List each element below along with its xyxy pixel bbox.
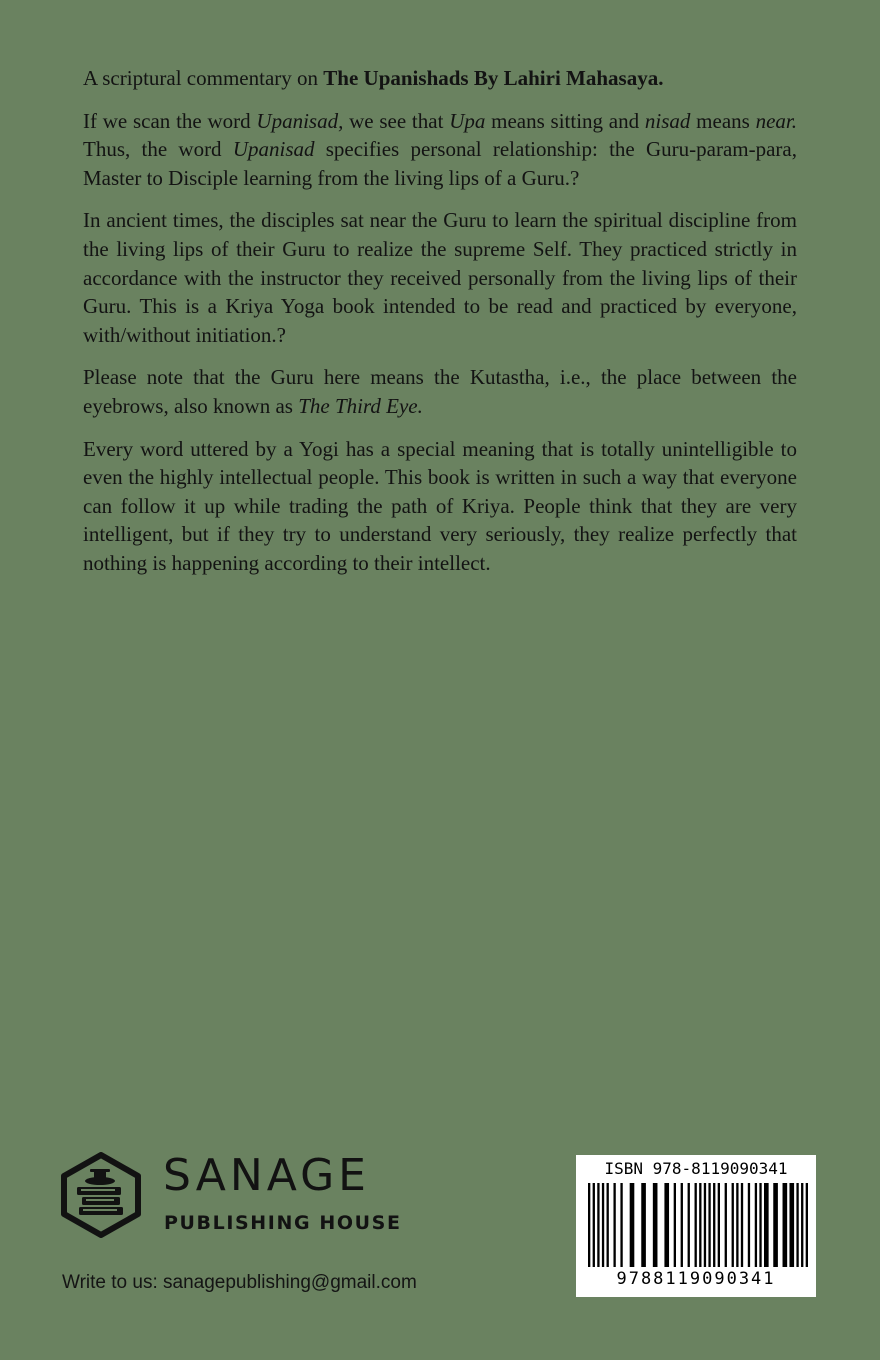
barcode-bar (607, 1183, 609, 1267)
italic-run: Upanisad, (256, 108, 344, 133)
barcode-bar (789, 1183, 794, 1267)
publisher-logo-block (60, 1150, 420, 1240)
barcode-bar (704, 1183, 706, 1267)
barcode-bar (620, 1183, 622, 1267)
italic-run: near. (755, 108, 797, 133)
hexagon-books-icon (60, 1152, 142, 1238)
barcode-bar (718, 1183, 720, 1267)
barcode-bar (773, 1183, 778, 1267)
contact-email: Write to us: sanagepublishing@gmail.com (62, 1272, 417, 1293)
barcode-bars (588, 1183, 808, 1267)
barcode-bar (602, 1183, 604, 1267)
book-title: The Upanishads By Lahiri Mahasaya. (323, 66, 664, 90)
blurb-paragraph-upanisad (83, 107, 797, 193)
blurb-paragraph-guru (83, 363, 797, 420)
barcode-bar (674, 1183, 676, 1267)
barcode-bar (748, 1183, 750, 1267)
barcode-bar (796, 1183, 798, 1267)
barcode-bar (732, 1183, 734, 1267)
barcode-bar (695, 1183, 697, 1267)
barcode-bar (699, 1183, 701, 1267)
barcode-bar (764, 1183, 769, 1267)
barcode-bar (688, 1183, 690, 1267)
barcode-bar (725, 1183, 727, 1267)
italic-run: Upa (449, 108, 486, 133)
text-run: specifies personal relationship: the Guru-param-para, Master to Disciple learning from the living lips of a Guru.? (83, 137, 797, 190)
barcode-bar (613, 1183, 615, 1267)
publisher-subtitle: PUBLISHING HOUSE (164, 1212, 402, 1234)
text-run: Thus, the word (83, 137, 233, 162)
barcode-bar (759, 1183, 761, 1267)
text-run: If we scan the word (83, 108, 257, 133)
blurb-paragraph-yogi: Every word uttered by a Yogi has a special meaning that is totally unintelligible to even the highly intellectual people. This book is written in such a way that everyone can follow it up while trading the path of Kriya. People think that they are very intelligent, but if they try to understand very seriously, they realize perfectly that nothing is happening according to their intellect. (83, 436, 797, 575)
blurb-paragraph-ancient-times: In ancient times, the disciples sat near the Guru to learn the spiritual discipline from the living lips of their Guru to realize the supreme Self. They practiced strictly in accordance with the instructor they received personally from the living lips of their Guru. This is a Kriya Yoga book intended to be read and practiced by everyone, with/without initiation.? (83, 208, 797, 347)
barcode-bar (597, 1183, 599, 1267)
barcode-bar (713, 1183, 715, 1267)
barcode-bar (593, 1183, 595, 1267)
italic-run: Upanisad (232, 137, 315, 162)
barcode-bar (641, 1183, 646, 1267)
barcode-digits: 9788119090341 (616, 1269, 776, 1289)
barcode-bar (653, 1183, 658, 1267)
barcode-bar (708, 1183, 710, 1267)
barcode-bar (755, 1183, 757, 1267)
intro-text: A scriptural commentary on (83, 66, 324, 90)
barcode-bar (630, 1183, 635, 1267)
italic-run: nisad (644, 108, 691, 133)
barcode-bar (664, 1183, 669, 1267)
barcode-bar (588, 1183, 590, 1267)
text-run: means sitting and (485, 108, 645, 133)
barcode-bar (783, 1183, 788, 1267)
italic-run: The Third Eye. (298, 393, 423, 418)
barcode-bar (736, 1183, 738, 1267)
text-run: Please note that the Guru here means the Kutastha, i.e., the place between the eyebrows, also known as (83, 365, 797, 418)
text-run: means (690, 108, 756, 133)
barcode-bar (741, 1183, 743, 1267)
barcode-bar (806, 1183, 808, 1267)
text-run: we see that (343, 108, 450, 133)
isbn-barcode (576, 1155, 816, 1297)
blurb-intro (83, 64, 797, 93)
barcode-bar (681, 1183, 683, 1267)
publisher-name: SANAGE (163, 1150, 370, 1201)
barcode-bar (801, 1183, 803, 1267)
isbn-label: ISBN 978-8119090341 (604, 1159, 788, 1178)
back-cover-blurb (83, 64, 797, 592)
